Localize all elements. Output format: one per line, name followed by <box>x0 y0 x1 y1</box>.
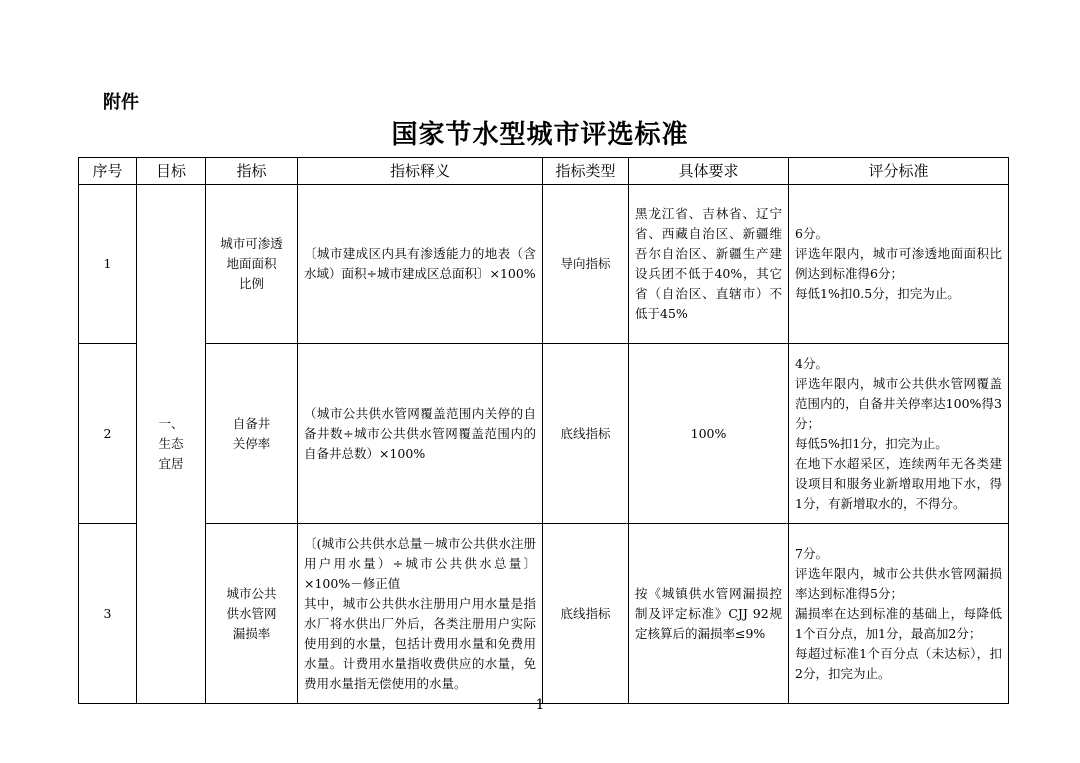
indicator-type: 底线指标 <box>543 344 629 524</box>
col-header-no: 序号 <box>79 158 137 185</box>
col-header-scoring: 评分标准 <box>789 158 1009 185</box>
attachment-label: 附件 <box>103 92 139 113</box>
indicator-name: 城市可渗透 地面面积 比例 <box>206 185 298 344</box>
table-header-row <box>79 158 1009 185</box>
row-number: 1 <box>79 185 137 344</box>
table-row <box>79 344 1009 524</box>
indicator-name: 城市公共 供水管网 漏损率 <box>206 524 298 704</box>
scoring-standard: 6分。 评选年限内，城市可渗透地面面积比例达到标准得6分； 每低1%扣0.5分，扣完为止。 <box>789 185 1009 344</box>
table-row <box>79 185 1009 344</box>
indicator-type: 导向指标 <box>543 185 629 344</box>
indicator-definition: （城市公共供水管网覆盖范围内关停的自备井数÷城市公共供水管网覆盖范围内的自备井总数）×100% <box>298 344 543 524</box>
indicator-definition: 〔(城市公共供水总量－城市公共供水注册用户用水量）÷城市公共供水总量〕×100%－修正值 其中，城市公共供水注册用户用水量是指水厂将水供出厂外后，各类注册用户实际使用到的水量，包括计费用水量和免费用水量。计费用水量指收费供应的水量，免费用水量指无偿使用的水量。 <box>298 524 543 704</box>
goal-cell: 一、 生态 宜居 <box>137 185 206 704</box>
col-header-indicator: 指标 <box>206 158 298 185</box>
specific-requirement: 黑龙江省、吉林省、辽宁省、西藏自治区、新疆维吾尔自治区、新疆生产建设兵团不低于40%，其它省（自治区、直辖市）不低于45% <box>629 185 789 344</box>
row-number: 3 <box>79 524 137 704</box>
indicator-name: 自备井 关停率 <box>206 344 298 524</box>
standards-table <box>78 157 1009 704</box>
scoring-standard: 4分。 评选年限内，城市公共供水管网覆盖范围内的，自备井关停率达100%得3分； 每低5%扣1分，扣完为止。 在地下水超采区，连续两年无各类建设项目和服务业新增取用地下水，得1分，有新增取水的，不得分。 <box>789 344 1009 524</box>
indicator-definition: 〔城市建成区内具有渗透能力的地表（含水域）面积÷城市建成区总面积〕×100% <box>298 185 543 344</box>
row-number: 2 <box>79 344 137 524</box>
page-number: 1 <box>535 697 545 713</box>
col-header-goal: 目标 <box>137 158 206 185</box>
table-row <box>79 524 1009 704</box>
scoring-standard: 7分。 评选年限内，城市公共供水管网漏损率达到标准得5分； 漏损率在达到标准的基础上，每降低1个百分点，加1分，最高加2分； 每超过标准1个百分点（未达标），扣2分，扣完为止。 <box>789 524 1009 704</box>
indicator-type: 底线指标 <box>543 524 629 704</box>
col-header-type: 指标类型 <box>543 158 629 185</box>
page-title: 国家节水型城市评选标准 <box>391 120 689 150</box>
specific-requirement: 100% <box>629 344 789 524</box>
specific-requirement: 按《城镇供水管网漏损控制及评定标准》CJJ 92规定核算后的漏损率≤9% <box>629 524 789 704</box>
col-header-definition: 指标释义 <box>298 158 543 185</box>
col-header-requirement: 具体要求 <box>629 158 789 185</box>
